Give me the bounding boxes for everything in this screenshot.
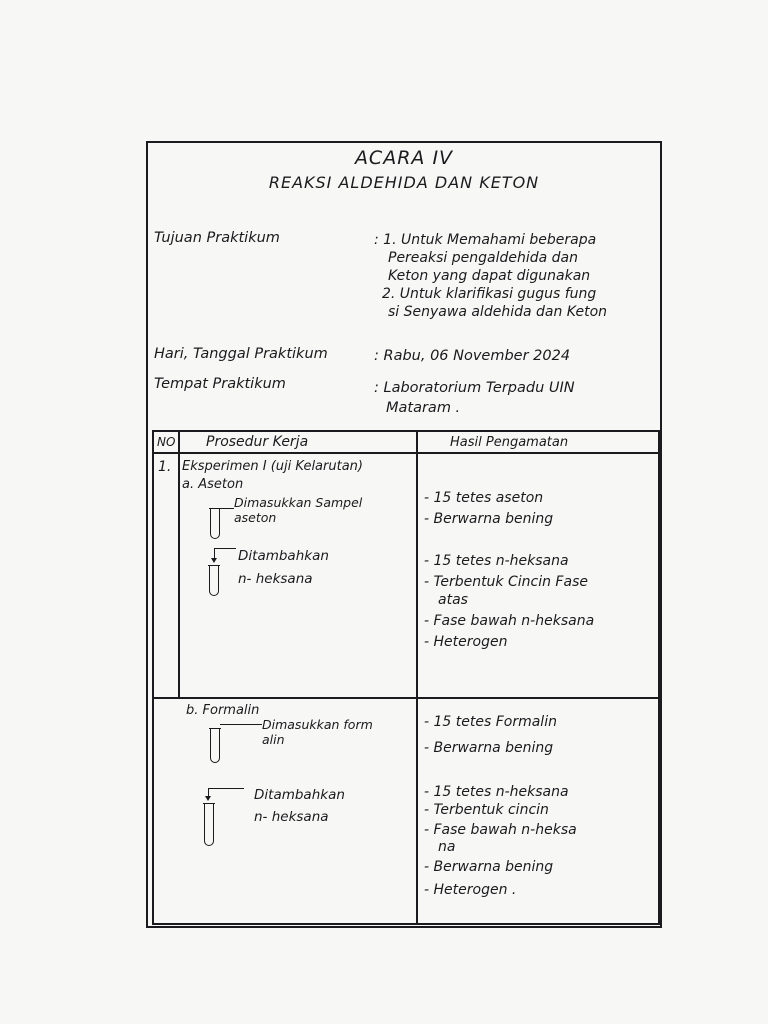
header-no: NO [157, 435, 176, 449]
step-text: aseton [234, 510, 277, 525]
leader-line [220, 508, 234, 509]
result-item: - Heterogen [424, 634, 508, 650]
result-item: - 15 tetes n-heksana [424, 553, 569, 569]
section-a-results [424, 488, 594, 653]
section-b-results [424, 712, 577, 900]
result-item: - 15 tetes aseton [424, 490, 544, 506]
result-item: - Heterogen . [424, 882, 517, 898]
worksheet-frame [146, 141, 662, 928]
down-arrow-icon [211, 558, 217, 563]
page-subtitle: REAKSI ALDEHIDA DAN KETON [268, 173, 540, 192]
tujuan-label: Tujuan Praktikum [154, 230, 280, 246]
page-title: ACARA IV [354, 147, 454, 169]
hari-label: Hari, Tanggal Praktikum [154, 346, 328, 362]
result-item: - 15 tetes n-heksana [424, 784, 569, 800]
experiment-title: Eksperimen I (uji Kelarutan) [182, 459, 363, 474]
result-item: - Berwarna bening [424, 740, 554, 756]
result-item: - Terbentuk Cincin Fase [424, 574, 588, 590]
header-divider [154, 452, 658, 454]
tujuan-line: Pereaksi pengaldehida dan [388, 250, 578, 266]
section-a-label: a. Aseton [182, 477, 244, 492]
section-a-step2 [238, 545, 329, 591]
tujuan-line: 2. Untuk klarifikasi gugus fung [382, 286, 597, 302]
tujuan-line: si Senyawa aldehida dan Keton [388, 304, 608, 320]
step-text: n- heksana [254, 809, 329, 825]
step-text: alin [262, 732, 285, 747]
test-tube-icon [210, 728, 220, 763]
leader-line [220, 724, 262, 725]
result-item: - Berwarna bening [424, 511, 554, 527]
test-tube-icon [210, 508, 220, 539]
result-spacer [424, 758, 577, 782]
header-prosedur: Prosedur Kerja [206, 434, 309, 450]
header-hasil: Hasil Pengamatan [450, 435, 569, 450]
result-item: - 15 tetes Formalin [424, 714, 557, 730]
section-b-step1 [262, 717, 373, 747]
row-number: 1. [158, 459, 172, 475]
col-divider-result [416, 432, 418, 923]
result-item: atas [438, 592, 468, 608]
tujuan-value [374, 231, 607, 321]
tujuan-line: : 1. Untuk Memahami beberapa [374, 232, 597, 248]
test-tube-icon [209, 565, 219, 596]
leader-line [214, 548, 236, 549]
tujuan-line: Keton yang dapat digunakan [388, 268, 591, 284]
step-text: n- heksana [238, 571, 313, 587]
hari-value: : Rabu, 06 November 2024 [374, 348, 571, 364]
tempat-label: Tempat Praktikum [154, 376, 286, 392]
observation-table [152, 430, 660, 925]
test-tube-icon [204, 803, 214, 846]
result-item: na [438, 839, 456, 855]
result-item: - Fase bawah n-heksana [424, 613, 595, 629]
step-text: Dimasukkan Sampel [234, 495, 363, 510]
result-item: - Fase bawah n-heksa [424, 822, 577, 838]
section-b-step2 [254, 784, 345, 828]
tempat-line: Mataram . [386, 400, 461, 416]
step-text: Ditambahkan [238, 548, 329, 564]
down-arrow-icon [205, 796, 211, 801]
result-item: - Terbentuk cincin [424, 802, 549, 818]
tempat-value [374, 378, 575, 418]
result-spacer [424, 530, 594, 551]
col-divider-no [178, 432, 180, 697]
section-b-label: b. Formalin [186, 703, 260, 718]
step-text: Ditambahkan [254, 787, 345, 803]
step-text: Dimasukkan form [262, 717, 373, 732]
leader-line [208, 788, 244, 789]
result-item: - Berwarna bening [424, 859, 554, 875]
row-divider [154, 697, 658, 699]
tempat-line: : Laboratorium Terpadu UIN [374, 380, 575, 396]
section-a-step1 [234, 495, 362, 525]
